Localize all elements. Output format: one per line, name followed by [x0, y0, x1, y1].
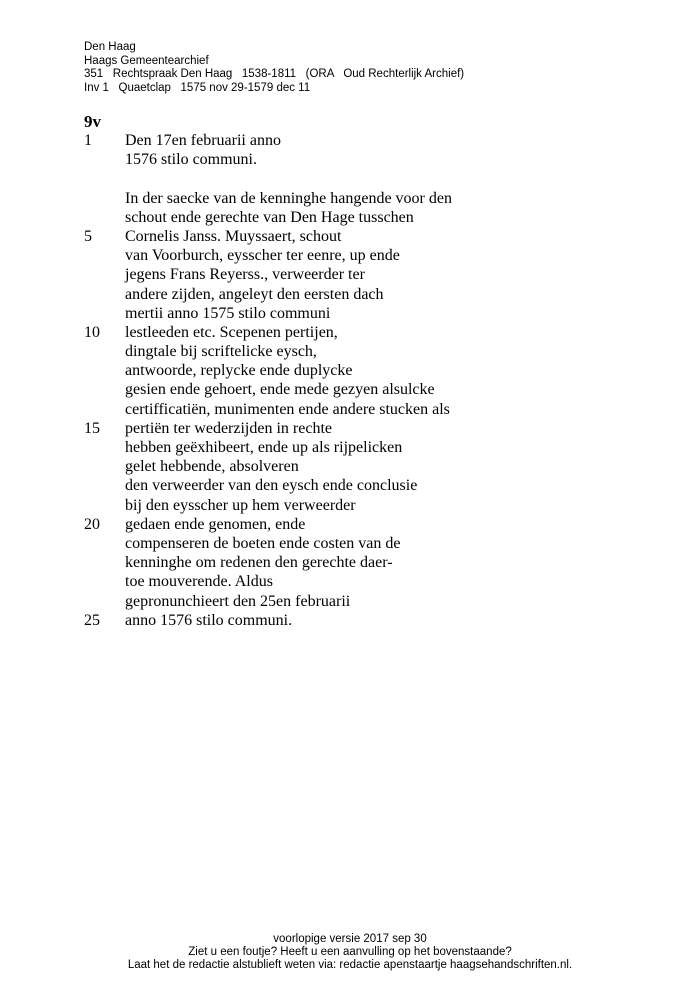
- line-text: dingtale bij scriftelicke eysch,: [125, 343, 317, 361]
- footer-version: voorlopige versie 2017 sep 30: [273, 933, 427, 945]
- line-text: gelet hebbende, absolveren: [125, 458, 299, 476]
- header-fonds: 351 Rechtspraak Den Haag 1538-1811 (ORA Oud Rechterlijk Archief): [84, 68, 465, 80]
- line-text: 1576 stilo communi.: [125, 151, 257, 169]
- line-text: bij den eysscher up hem verweerder: [125, 496, 356, 514]
- line-text: schout ende gerechte van Den Hage tusschen: [125, 208, 414, 226]
- footer-contact: Laat het de redactie alstublieft weten via: redactie apenstaartje haagsehandschriften.nl.: [127, 959, 573, 971]
- line-text: lestleeden etc. Scepenen pertijen,: [125, 323, 338, 341]
- line-text: compenseren de boeten ende costen van de: [125, 534, 401, 552]
- line-number: 1: [84, 132, 92, 149]
- line-number: 5: [84, 227, 92, 245]
- header-inventory: Inv 1 Quaetclap 1575 nov 29-1579 dec 11: [84, 81, 311, 94]
- line-text: den verweerder van den eysch ende conclusie: [125, 477, 418, 495]
- line-text: gepronunchieert den 25en februarii: [125, 592, 351, 610]
- archive-header: [84, 41, 464, 95]
- line-text: mertii anno 1575 stilo communi: [125, 304, 331, 322]
- line-text: pertiën ter wederzijden in rechte: [125, 419, 332, 437]
- line-text: gesien ende gehoert, ende mede gezyen alsulcke: [125, 381, 435, 399]
- line-number: 25: [84, 611, 100, 629]
- line-number: 15: [84, 419, 100, 437]
- line-text: van Voorburch, eysscher ter eenre, up ende: [125, 247, 400, 265]
- footer-question: Ziet u een foutje? Heeft u een aanvulling op het bovenstaande?: [188, 946, 512, 958]
- line-text: In der saecke van de kenninghe hangende voor den: [125, 189, 452, 207]
- header-city: Den Haag: [84, 41, 136, 53]
- line-text: kenninghe om redenen den gerechte daer-: [125, 554, 393, 572]
- page-footer: [0, 933, 700, 972]
- line-number: 10: [84, 323, 100, 341]
- line-text: jegens Frans Reyerss., verweerder ter: [125, 266, 365, 284]
- line-text: toe mouverende. Aldus: [125, 573, 273, 591]
- line-text: certifficatiën, munimenten ende andere stucken als: [125, 400, 450, 418]
- line-text: andere zijden, angeleyt den eersten dach: [125, 285, 384, 303]
- line-text: Cornelis Janss. Muyssaert, schout: [125, 227, 342, 245]
- line-text: anno 1576 stilo communi.: [125, 611, 293, 629]
- line-text: Den 17en februarii anno: [125, 132, 281, 149]
- folio-number: 9v: [84, 112, 101, 131]
- line-text: gedaen ende genomen, ende: [125, 515, 306, 533]
- line-text: hebben geëxhibeert, ende up als rijpelicken: [125, 439, 403, 456]
- line-text: antwoorde, replycke ende duplycke: [125, 362, 353, 380]
- header-archive: Haags Gemeentearchief: [84, 54, 209, 67]
- line-number: 20: [84, 515, 100, 533]
